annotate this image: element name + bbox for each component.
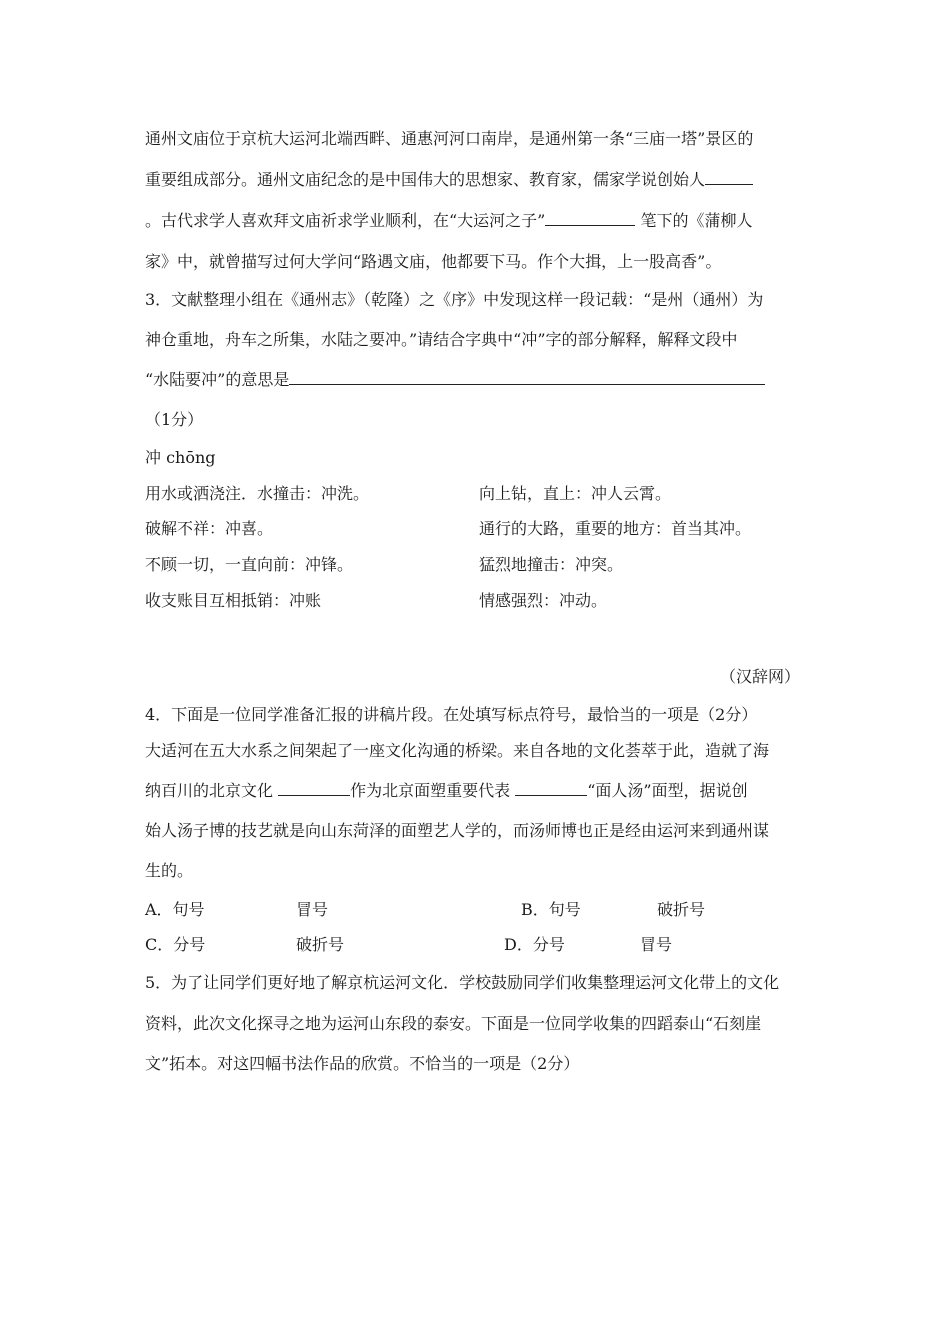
answer-blank-author[interactable] bbox=[545, 211, 635, 226]
option-c-value: 破折号 bbox=[296, 935, 345, 954]
para1-line3-text-b: 笔下的《蒲柳人 bbox=[640, 211, 753, 230]
answer-blank-punct-2[interactable] bbox=[515, 781, 587, 796]
definition-right-3: 猛烈地撞击：冲突。 bbox=[479, 555, 624, 574]
q5-line2: 资料，此次文化探寻之地为运河山东段的泰安。下面是一位同学收集的四蹈泰山“石刻崖 bbox=[145, 1014, 762, 1033]
q4-line5: 生的。 bbox=[145, 861, 194, 880]
q4-line3-text-c: “面人汤”面型，据说创 bbox=[587, 781, 748, 800]
option-b-label[interactable]: B．句号 bbox=[521, 900, 581, 919]
definition-left-1: 用水或洒浇注．水撞击：冲洗。 bbox=[145, 484, 370, 503]
para1-line3 bbox=[145, 211, 752, 231]
answer-blank-punct-1[interactable] bbox=[278, 781, 350, 796]
q3-line1: 3．文献整理小组在《通州志》（乾隆）之《序》中发现这样一段记载：“是州（通州）为 bbox=[145, 290, 764, 309]
answer-blank-meaning[interactable] bbox=[289, 370, 765, 385]
q4-line3-text-b: 作为北京面塑重要代表 bbox=[350, 781, 511, 800]
dictionary-headword: 冲 chōng bbox=[145, 448, 216, 467]
para1-line2-text: 重要组成部分。通州文庙纪念的是中国伟大的思想家、教育家，儒家学说创始人 bbox=[145, 170, 706, 189]
q3-score: （1分） bbox=[145, 410, 204, 429]
q4-line4: 始人汤子博的技艺就是向山东菏泽的面塑艺人学的，而汤师博也正是经由运河来到通州谋 bbox=[145, 821, 770, 840]
q4-line2: 大适河在五大水系之间架起了一座文化沟通的桥梁。来自各地的文化荟萃于此，造就了海 bbox=[145, 741, 770, 760]
definition-right-1: 向上钻，直上：冲人云霄。 bbox=[479, 484, 672, 503]
q4-line3 bbox=[145, 781, 748, 801]
q4-line1: 4．下面是一位同学准备汇报的讲稿片段。在处填写标点符号，最恰当的一项是（2分） bbox=[145, 705, 758, 724]
q4-line3-text-a: 纳百川的北京文化 bbox=[145, 781, 274, 800]
definition-left-4: 收支账目互相抵销：冲账 bbox=[145, 591, 322, 610]
option-a-label[interactable]: A．句号 bbox=[145, 900, 205, 919]
option-a-value: 冒号 bbox=[296, 900, 329, 919]
option-d-label[interactable]: D．分号 bbox=[504, 935, 565, 954]
para1-line3-text-a: 。古代求学人喜欢拜文庙祈求学业顺利，在“大运河之子” bbox=[145, 211, 546, 230]
para1-line2 bbox=[145, 170, 753, 190]
answer-blank-founder[interactable] bbox=[705, 170, 753, 185]
q5-line3: 文”拓本。对这四幅书法作品的欣赏。不恰当的一项是（2分） bbox=[145, 1054, 580, 1073]
option-c-label[interactable]: C．分号 bbox=[145, 935, 206, 954]
q5-line1: 5．为了让同学们更好地了解京杭运河文化．学校鼓励同学们收集整理运河文化带上的文化 bbox=[145, 973, 780, 992]
option-d-value: 冒号 bbox=[640, 935, 673, 954]
q3-line3-text: “水陆要冲”的意思是 bbox=[145, 370, 290, 389]
q3-line2: 神仓重地，舟车之所集，水陆之要冲。”请结合字典中“冲”字的部分解释，解释文段中 bbox=[145, 330, 738, 349]
definition-right-2: 通行的大路，重要的地方：首当其冲。 bbox=[479, 519, 752, 538]
dictionary-source: （汉辞网） bbox=[719, 667, 800, 686]
option-b-value: 破折号 bbox=[657, 900, 706, 919]
para1-line1: 通州文庙位于京杭大运河北端西畔、通惠河河口南岸，是通州第一条“三庙一塔”景区的 bbox=[145, 129, 754, 148]
definition-left-2: 破解不祥：冲喜。 bbox=[145, 519, 274, 538]
q3-line3 bbox=[145, 370, 765, 390]
para1-line4: 家》中，就曾描写过何大学问“路遇文庙，他都要下马。作个大揖，上一股高香”。 bbox=[145, 252, 722, 271]
definition-right-4: 情感强烈：冲动。 bbox=[479, 591, 608, 610]
definition-left-3: 不顾一切，一直向前：冲锋。 bbox=[145, 555, 354, 574]
